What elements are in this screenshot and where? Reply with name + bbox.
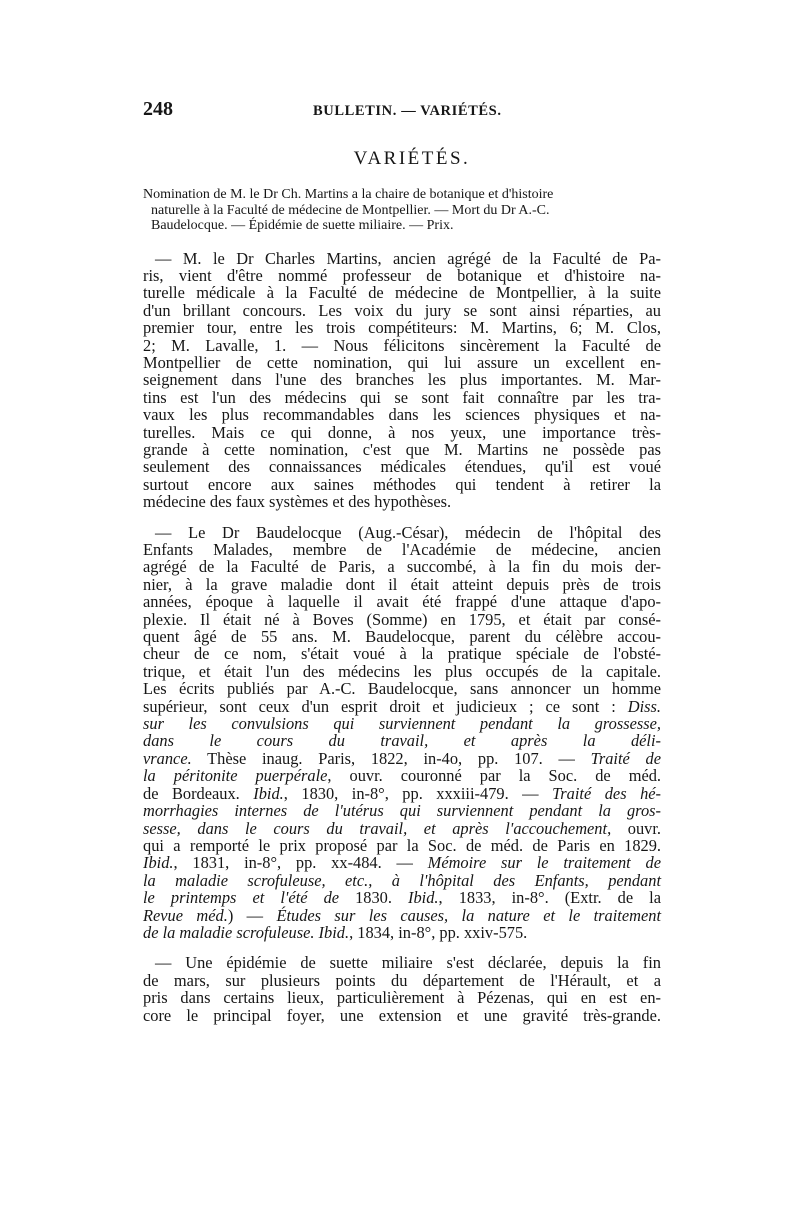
text-line: de mars, sur plusieurs points du département de l'Hérault, et a (143, 970, 661, 990)
paragraph-suette (143, 954, 661, 1024)
text-line: d'un brillant concours. Les voix du jury se sont ainsi réparties, au (143, 300, 661, 320)
summary-line: Baudelocque. — Épidémie de suette miliaire. — Prix. (151, 218, 454, 233)
text-line: Enfants Malades, membre de l'Académie de médecine, ancien (143, 540, 661, 559)
text-line: trique, et était l'un des médecins les plus occupés de la capitale. (143, 661, 661, 681)
text-line: turelle médicale à la Faculté de médecine de Montpellier, à la suite (143, 283, 661, 303)
running-title: BULLETIN. — VARIÉTÉS. (313, 103, 502, 119)
text-line: quent âgé de 55 ans. M. Baudelocque, parent du célèbre accou- (143, 627, 661, 647)
title-run: Revue méd. (143, 905, 228, 925)
text-line: agrégé de la Faculté de Paris, a succombé, à la fin du mois der- (143, 557, 661, 577)
text-line: médecine des faux systèmes et des hypothèses. (143, 492, 452, 512)
text-line: turelles. Mais ce qui donne, à nos yeux, une importance très- (143, 422, 661, 442)
text-line (143, 732, 661, 749)
text-line: tins est l'un des médecins qui se sont fait connaître par les tra- (143, 387, 661, 407)
text-line: premier tour, entre les trois compétiteurs: M. Martins, 6; M. Clos, (143, 318, 661, 338)
text-line (143, 889, 661, 906)
text-run: , 1831, in-8°, pp. xx-484. — (173, 853, 428, 873)
section-title: VARIÉTÉS. (353, 148, 471, 169)
text-run: , ouvr. (607, 818, 661, 838)
title-run: Ibid. (408, 888, 439, 908)
title-run: sesse, dans le cours du travail, et après l'accouchement (143, 818, 608, 838)
title-run: Études sur les causes, la nature et le traitement (276, 905, 661, 925)
text-line: — M. le Dr Charles Martins, ancien agrégé de la Faculté de Pa- (155, 248, 661, 268)
text-line: nier, à la grave maladie dont il était atteint depuis près de trois (143, 574, 661, 594)
text-run: , 1830, in-8°, pp. xxxiii-479. — (283, 783, 553, 803)
text-run: ) — (227, 905, 277, 925)
title-run: Traité de (590, 748, 661, 768)
summary-line: naturelle à la Faculté de médecine de Montpellier. — Mort du Dr A.-C. (151, 202, 550, 218)
text-line: core le principal foyer, une extension et une gravité très-grande. (143, 1005, 661, 1025)
text-line: — Une épidémie de suette miliaire s'est déclarée, depuis la fin (155, 953, 661, 973)
title-run: Mémoire sur le traitement de (427, 853, 661, 873)
text-run: Thèse inaug. Paris, 1822, in-4o, pp. 107. — (191, 748, 591, 768)
text-line: vaux les plus recommandables dans les sciences physiques et na- (143, 405, 661, 425)
paragraph-martins (143, 250, 661, 511)
title-run: vrance. (143, 748, 192, 768)
text-run: supérieur, sont ceux d'un esprit droit et judicieux ; ce sont : (143, 696, 628, 716)
text-run: de Bordeaux. (143, 783, 254, 803)
text-run: 1830. (339, 888, 409, 908)
text-line: seignement dans l'une des branches les plus importantes. M. Mar- (143, 370, 661, 390)
page-number: 248 (143, 98, 173, 120)
text-run: , 1834, in-8°, pp. xxiv-575. (349, 922, 528, 942)
title-run: morrhagies internes de l'utérus qui surviennent pendant la gros- (143, 801, 661, 821)
text-line: ris, vient d'être nommé professeur de botanique et d'histoire na- (143, 265, 661, 285)
book-page (143, 98, 661, 1024)
title-run: la maladie scrofuleuse, etc., à l'hôpital des Enfants, pendant (143, 870, 661, 890)
page-header (143, 98, 661, 124)
title-run: le printemps et l'été de (143, 888, 340, 908)
text-line: surtout encore aux saines méthodes qui tendent à retirer la (143, 474, 661, 494)
section-summary (143, 187, 661, 234)
title-run: de la maladie scrofuleuse. Ibid. (143, 922, 350, 942)
text-line (143, 750, 661, 767)
text-line (143, 767, 661, 784)
text-line: — Le Dr Baudelocque (Aug.-César), médecin de l'hôpital des (155, 522, 661, 542)
title-run: Traité des hé- (552, 783, 661, 803)
text-line: grande à cette nomination, c'est que M. Martins ne possède pas (143, 439, 661, 459)
text-line: plexie. Il était né à Boves (Somme) en 1795, et était par consé- (143, 609, 661, 629)
text-run: qui a remporté le prix proposé par la Soc. de méd. de Paris en 1829. (143, 835, 661, 855)
text-line (143, 820, 661, 837)
paragraph-baudelocque (143, 524, 661, 942)
title-run: la péritonite puerpérale (143, 766, 328, 786)
title-run: Ibid. (143, 853, 174, 873)
title-run: Ibid. (253, 783, 284, 803)
text-line: pris dans certains lieux, particulièrement à Pézenas, qui en est en- (143, 988, 661, 1008)
summary-line: Nomination de M. le Dr Ch. Martins a la chaire de botanique et d'histoire (143, 187, 554, 202)
text-line: seulement des connaissances médicales étendues, qu'il est voué (143, 457, 661, 477)
text-line (143, 802, 661, 819)
text-line (143, 854, 661, 871)
text-line (143, 924, 661, 941)
text-line (143, 698, 661, 715)
text-line (143, 872, 661, 889)
text-line (143, 837, 661, 854)
text-line (143, 715, 661, 732)
text-line: Les écrits publiés par A.-C. Baudelocque, sans annoncer un homme (143, 679, 661, 699)
text-run: , 1833, in-8°. (Extr. de la (438, 888, 661, 908)
title-run: dans le cours du travail, et après la déli- (143, 731, 661, 751)
text-line: Montpellier de cette nomination, qui lui assure un excellent en- (143, 352, 661, 372)
title-run: Diss. (627, 696, 661, 716)
text-line: cheur de ce nom, s'était voué à la pratique spéciale de l'obsté- (143, 644, 661, 664)
text-line: années, époque à laquelle il avait été frappé d'une attaque d'apo- (143, 592, 661, 612)
text-line: 2; M. Lavalle, 1. — Nous félicitons sincèrement la Faculté de (143, 335, 661, 355)
text-line (143, 907, 661, 924)
text-run: , ouvr. couronné par la Soc. de méd. (327, 766, 662, 786)
text-line (143, 785, 661, 802)
title-run: sur les convulsions qui surviennent pendant la grossesse, (143, 714, 661, 734)
